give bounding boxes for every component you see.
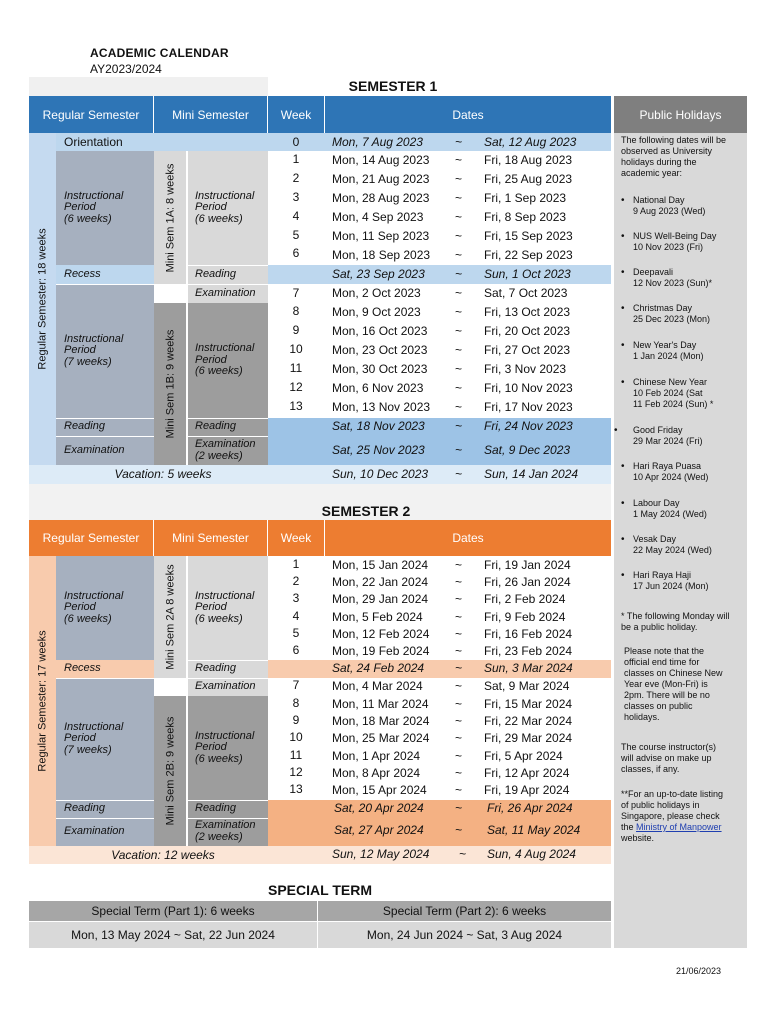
sem1-date-row: Mon, 21 Aug 2023 ~ Fri, 25 Aug 2023 — [332, 172, 573, 186]
special-term-part1-dates: Mon, 13 May 2024 ~ Sat, 22 Jun 2024 — [29, 922, 317, 948]
sem1-date-row-vacation: Sun, 10 Dec 2023 ~ Sun, 14 Jan 2024 — [332, 467, 579, 481]
sem1-mini-instr2: Instructional Period (6 weeks) — [195, 342, 255, 378]
sem1-header-regular: Regular Semester — [29, 96, 154, 133]
sem2-header-mini: Mini Semester — [154, 520, 268, 556]
sem1-week: 5 — [292, 228, 300, 242]
holidays-note3: The course instructor(s) will advise on make up classes, if any. — [621, 742, 717, 774]
sem2-week: 1 — [292, 557, 300, 571]
special-term-part2-dates: Mon, 24 Jun 2024 ~ Sat, 3 Aug 2024 — [318, 922, 611, 948]
bullet-icon: • — [621, 461, 625, 472]
sem2-week: 3 — [292, 591, 300, 605]
sem1-week: 9 — [292, 323, 300, 337]
sem1-header-week: Week — [268, 96, 325, 133]
sem1-instr2: Instructional Period (7 weeks) — [64, 332, 124, 368]
sem1-week: 2 — [292, 171, 300, 185]
sem2-week: 8 — [292, 696, 300, 710]
sem2-mini-instr1: Instructional Period (6 weeks) — [195, 589, 255, 625]
sem2-date-row: Mon, 25 Mar 2024 ~ Fri, 29 Mar 2024 — [332, 731, 573, 745]
bullet-icon: • — [621, 377, 625, 388]
sem2-mini-instr2: Instructional Period (6 weeks) — [195, 729, 255, 765]
bullet-icon: • — [621, 570, 625, 581]
sem2-exam: Examination — [64, 825, 125, 838]
sem2-week: 2 — [292, 574, 300, 588]
sem1-week: 11 — [289, 361, 303, 375]
sem1-recess: Recess — [64, 267, 101, 280]
sem2-date-row: Mon, 11 Mar 2024 ~ Fri, 15 Mar 2024 — [332, 697, 573, 711]
sem1-week: 1 — [292, 152, 300, 166]
sem2-instr1: Instructional Period (6 weeks) — [64, 589, 124, 625]
holidays-note4: **For an up-to-date listing of public holidays in Singapore, please check the Ministry of Manpower website. — [621, 789, 724, 843]
sem2-reading: Reading — [64, 802, 105, 815]
sem1-date-row: Mon, 9 Oct 2023 ~ Fri, 13 Oct 2023 — [332, 305, 571, 319]
sem2-mini-exam1: Examination — [195, 680, 256, 693]
sem1-week: 7 — [292, 286, 300, 300]
sem1-mini1a-label: Mini Sem 1A: 8 weeks — [164, 163, 177, 272]
sem2-week: 7 — [292, 678, 300, 692]
special-term-title: SPECIAL TERM — [268, 882, 372, 898]
holidays-intro: The following dates will be observed as University holidays during the academic year: — [621, 135, 727, 178]
sem1-date-row-recess: Sat, 23 Sep 2023 ~ Sun, 1 Oct 2023 — [332, 267, 571, 281]
sem2-mini2a-label: Mini Sem 2A 8 weeks — [164, 564, 177, 670]
sem1-date-row: Mon, 18 Sep 2023 ~ Fri, 22 Sep 2023 — [332, 248, 573, 262]
sem2-date-row-reading: Sat, 20 Apr 2024 ~ Fri, 26 Apr 2024 — [334, 801, 573, 815]
sem1-week: 10 — [289, 342, 303, 356]
sem2-week: 4 — [292, 609, 300, 623]
holidays-note2: Please note that the official end time for classes on Chinese New Year eve (Mon-Fri) is 2pm. There will be no classes on public holidays. — [624, 646, 723, 722]
sem2-mini-exam2: Examination (2 weeks) — [195, 819, 256, 843]
sem2-date-row: Mon, 1 Apr 2024 ~ Fri, 5 Apr 2024 — [332, 749, 563, 763]
sem1-week: 13 — [289, 399, 303, 413]
sem2-date-row: Mon, 15 Apr 2024 ~ Fri, 19 Apr 2024 — [332, 783, 570, 797]
sem2-week: 13 — [289, 782, 303, 796]
sem2-week: 12 — [289, 765, 303, 779]
sem1-date-row: Mon, 14 Aug 2023 ~ Fri, 18 Aug 2023 — [332, 153, 573, 167]
sem2-header-week: Week — [268, 520, 325, 556]
bullet-icon: • — [621, 340, 625, 351]
sem2-date-row: Mon, 18 Mar 2024 ~ Fri, 22 Mar 2024 — [332, 714, 573, 728]
sem1-top-strip — [29, 77, 268, 96]
sem1-date-row: Mon, 28 Aug 2023 ~ Fri, 1 Sep 2023 — [332, 191, 567, 205]
sem1-date-row: Mon, 2 Oct 2023 ~ Sat, 7 Oct 2023 — [332, 286, 568, 300]
sem2-week: 11 — [289, 748, 303, 762]
sem2-regular-label: Regular Semester: 17 weeks — [36, 630, 49, 772]
ministry-of-manpower-link[interactable]: Ministry of Manpower — [636, 822, 722, 832]
sem1-mini-reading1: Reading — [195, 267, 236, 280]
sem2-header-dates: Dates — [452, 531, 484, 545]
holidays-note1: * The following Monday will be a public holiday. — [621, 611, 730, 632]
sem1-date-row: Mon, 7 Aug 2023 ~ Sat, 12 Aug 2023 — [332, 135, 577, 149]
sem1-vacation: Vacation: 5 weeks — [114, 467, 212, 482]
bullet-icon: • — [621, 534, 625, 545]
sem1-week: 6 — [292, 246, 300, 260]
sem1-date-row: Mon, 13 Nov 2023 ~ Fri, 17 Nov 2023 — [332, 400, 573, 414]
sem2-week: 5 — [292, 626, 300, 640]
sem2-instr2: Instructional Period (7 weeks) — [64, 720, 124, 756]
sem1-mini-exam1: Examination — [195, 286, 256, 299]
sem1-regular-label: Regular Semester: 18 weeks — [36, 228, 49, 370]
sem2-date-row: Mon, 12 Feb 2024 ~ Fri, 16 Feb 2024 — [332, 627, 573, 641]
semester1-title: SEMESTER 1 — [348, 78, 438, 94]
sem2-date-row: Mon, 5 Feb 2024 ~ Fri, 9 Feb 2024 — [332, 610, 566, 624]
bullet-icon: • — [621, 231, 625, 242]
sem1-week: 0 — [292, 135, 300, 149]
sem1-week: 8 — [292, 304, 300, 318]
sem2-vacation: Vacation: 12 weeks — [111, 847, 215, 862]
sem1-date-row-exam: Sat, 25 Nov 2023 ~ Sat, 9 Dec 2023 — [332, 443, 571, 457]
sem2-week: 9 — [292, 713, 300, 727]
document-subtitle: AY2023/2024 — [90, 62, 162, 76]
semester2-title: SEMESTER 2 — [321, 503, 411, 519]
sem1-date-row: Mon, 30 Oct 2023 ~ Fri, 3 Nov 2023 — [332, 362, 567, 376]
sem2-recess: Recess — [64, 662, 101, 675]
sem1-week: 12 — [289, 380, 303, 394]
bullet-icon: • — [621, 303, 625, 314]
holidays-header: Public Holidays — [614, 96, 747, 133]
sem2-week: 6 — [292, 643, 300, 657]
sem2-date-row: Mon, 19 Feb 2024 ~ Fri, 23 Feb 2024 — [332, 644, 573, 658]
sem1-date-row: Mon, 11 Sep 2023 ~ Fri, 15 Sep 2023 — [332, 229, 573, 243]
document-title: ACADEMIC CALENDAR — [90, 46, 229, 60]
sem1-date-row: Mon, 6 Nov 2023 ~ Fri, 10 Nov 2023 — [332, 381, 573, 395]
sem1-header-mini: Mini Semester — [154, 96, 268, 133]
bullet-icon: • — [621, 195, 625, 206]
sem1-mini-exam2: Examination (2 weeks) — [195, 437, 256, 462]
sem1-mini1b-label: Mini Sem 1B: 9 weeks — [164, 329, 177, 439]
date-stamp: 21/06/2023 — [676, 966, 722, 976]
sem1-mini-instr1: Instructional Period (6 weeks) — [195, 189, 255, 225]
sem1-date-row: Mon, 16 Oct 2023 ~ Fri, 20 Oct 2023 — [332, 324, 571, 338]
special-term-part1-label: Special Term (Part 1): 6 weeks — [29, 901, 317, 921]
sem1-orientation: Orientation — [64, 134, 123, 149]
sem2-week: 10 — [289, 730, 303, 744]
sem1-reading: Reading — [64, 420, 105, 433]
sem2-date-row-recess: Sat, 24 Feb 2024 ~ Sun, 3 Mar 2024 — [332, 661, 573, 675]
sem1-date-row-reading: Sat, 18 Nov 2023 ~ Fri, 24 Nov 2023 — [332, 419, 573, 433]
sem2-date-row: Mon, 8 Apr 2024 ~ Fri, 12 Apr 2024 — [332, 766, 570, 780]
sem2-mini-reading2: Reading — [195, 802, 236, 815]
sem1-instr1: Instructional Period (6 weeks) — [64, 189, 124, 225]
bullet-icon: • — [614, 425, 618, 436]
sem1-week: 4 — [292, 209, 300, 223]
sem2-date-row-vacation: Sun, 12 May 2024 ~ Sun, 4 Aug 2024 — [332, 847, 576, 861]
sem2-date-row-exam: Sat, 27 Apr 2024 ~ Sat, 11 May 2024 — [334, 823, 581, 837]
sem1-date-row: Mon, 4 Sep 2023 ~ Fri, 8 Sep 2023 — [332, 210, 567, 224]
bullet-icon: • — [621, 267, 625, 278]
sem2-mini-reading1: Reading — [195, 662, 236, 675]
bullet-icon: • — [621, 498, 625, 509]
sem2-date-row: Mon, 4 Mar 2024 ~ Sat, 9 Mar 2024 — [332, 679, 570, 693]
sem2-date-row: Mon, 15 Jan 2024 ~ Fri, 19 Jan 2024 — [332, 558, 571, 572]
sem1-week: 3 — [292, 190, 300, 204]
sem1-header-dates: Dates — [452, 107, 484, 122]
sem2-header-regular: Regular Semester — [29, 520, 154, 556]
sem1-date-row: Mon, 23 Oct 2023 ~ Fri, 27 Oct 2023 — [332, 343, 571, 357]
sem1-exam: Examination — [64, 443, 125, 456]
sem1-mini-reading2: Reading — [195, 420, 236, 433]
special-term-part2-label: Special Term (Part 2): 6 weeks — [318, 901, 611, 921]
sem2-date-row: Mon, 29 Jan 2024 ~ Fri, 2 Feb 2024 — [332, 592, 566, 606]
sem2-mini2b-label: Mini Sem 2B: 9 weeks — [164, 716, 177, 826]
sem2-date-row: Mon, 22 Jan 2024 ~ Fri, 26 Jan 2024 — [332, 575, 571, 589]
